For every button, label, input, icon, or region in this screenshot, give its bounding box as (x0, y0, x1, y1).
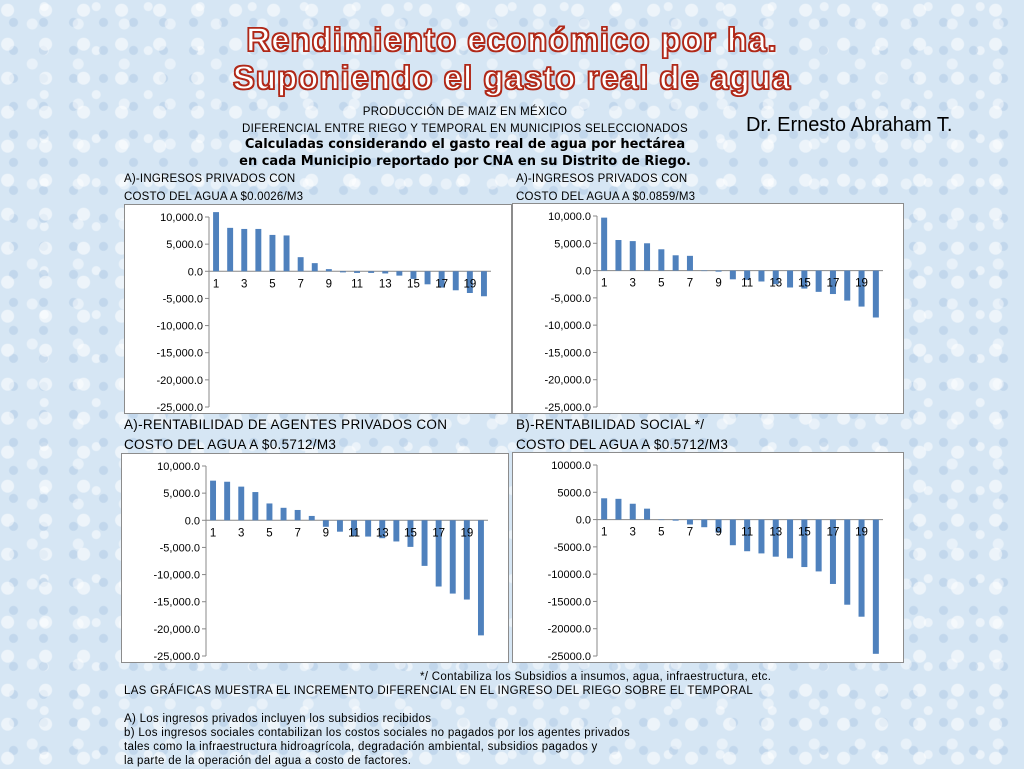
chart2-x-tick-label: 15 (797, 277, 811, 290)
chart2-bar-5 (658, 249, 664, 270)
chart4-svg (513, 453, 903, 662)
chart4-bar-12 (758, 520, 764, 554)
chart3-bar-14 (393, 520, 399, 541)
chart4-bar-20 (873, 520, 879, 654)
chart1-x-tick-label: 15 (407, 278, 420, 291)
chart3-bar-9 (323, 520, 329, 527)
chart2-bar-20 (873, 271, 879, 318)
chart3-x-tick-label: 11 (348, 527, 361, 540)
chart1-bar-9 (326, 269, 332, 271)
chart2 (512, 203, 904, 414)
chart2-y-tick-label: 10,000.0 (548, 211, 591, 223)
chart2-svg (513, 204, 903, 413)
chart4-bar-8 (701, 520, 707, 528)
chart1-x-tick-label: 1 (212, 278, 220, 291)
chart1-bar-10 (340, 271, 346, 272)
chart2-label-line2: COSTO DEL AGUA A $0.0859/M3 (516, 191, 696, 203)
chart3-x-tick-label: 13 (375, 527, 389, 540)
note-b1: b) Los ingresos sociales contabilizan los costos sociales no pagados por los agentes privados (124, 727, 631, 739)
chart1-y-tick-label: -15,000.0 (156, 347, 203, 360)
chart1-bar-5 (269, 235, 275, 271)
chart1-bar-6 (284, 235, 290, 271)
chart3-x-tick-label: 9 (322, 527, 330, 540)
chart1-bar-4 (255, 229, 261, 271)
chart4-bar-2 (615, 499, 621, 520)
chart1-x-tick-label: 9 (325, 278, 333, 291)
chart2-x-tick-label: 1 (600, 277, 608, 290)
chart3-x-tick-label: 17 (432, 527, 446, 540)
chart2-x-tick-label: 17 (826, 277, 840, 290)
chart3-bar-18 (450, 520, 456, 593)
note-b3: la parte de la operación del agua a costo de factores. (124, 755, 412, 767)
chart4-label-line1: B)-RENTABILIDAD SOCIAL */ (516, 417, 705, 432)
chart3-bar-12 (365, 520, 371, 536)
chart3-y-tick-label: 10,000.0 (157, 461, 200, 473)
chart1-svg (125, 205, 511, 413)
chart3-x-tick-label: 7 (294, 527, 301, 540)
chart4-bar-4 (644, 509, 650, 520)
chart2-x-tick-label: 13 (769, 277, 783, 290)
chart4-bar-1 (601, 498, 607, 519)
chart1-y-tick-label: 10,000.0 (160, 212, 203, 224)
chart2-y-tick-label: -15,000.0 (544, 347, 591, 360)
chart3-bar-5 (266, 503, 272, 520)
chart1-bar-12 (368, 271, 374, 273)
chart3-y-tick-label: -15,000.0 (153, 596, 200, 609)
chart4-bar-7 (687, 520, 693, 525)
chart4-bar-6 (673, 520, 679, 521)
chart1-bar-18 (453, 271, 459, 290)
chart4-y-tick-label: -25000.0 (547, 651, 591, 662)
chart3 (121, 453, 509, 663)
chart3-bar-20 (478, 520, 484, 635)
chart3-bar-10 (337, 520, 343, 531)
chart1-bar-3 (241, 229, 247, 271)
chart2-bar-16 (816, 271, 822, 292)
chart4-y-tick-label: 10000.0 (551, 460, 591, 472)
chart2-bar-9 (716, 271, 722, 272)
chart1-x-tick-label: 11 (351, 278, 364, 291)
chart1-bar-13 (382, 271, 388, 273)
chart2-bar-2 (615, 240, 621, 271)
header-line3: Calculadas considerando el gasto real de agua por hectárea (244, 137, 686, 152)
chart2-x-tick-label: 19 (855, 277, 868, 290)
chart1-x-tick-label: 5 (269, 278, 276, 291)
chart3-bar-4 (252, 492, 258, 520)
chart2-bar-18 (844, 271, 850, 301)
chart1-x-tick-label: 19 (463, 278, 477, 291)
chart3-y-tick-label: -25,000.0 (153, 651, 200, 662)
chart3-y-tick-label: -10,000.0 (153, 569, 200, 582)
chart1-x-tick-label: 13 (378, 278, 392, 291)
chart4-y-tick-label: 5000.0 (557, 487, 591, 500)
chart3-label-line1: A)-RENTABILIDAD DE AGENTES PRIVADOS CON (124, 417, 448, 432)
chart4-x-tick-label: 15 (797, 526, 811, 539)
chart3-bar-1 (210, 481, 216, 521)
chart2-x-tick-label: 7 (686, 277, 694, 290)
chart3-bar-7 (295, 510, 301, 520)
chart2-label-line1: A)-INGRESOS PRIVADOS CON (516, 173, 688, 185)
chart4-bar-14 (787, 520, 793, 559)
chart3-x-tick-label: 15 (404, 527, 417, 540)
chart4-x-tick-label: 11 (741, 526, 754, 539)
chart3-x-tick-label: 1 (209, 527, 217, 540)
chart1-x-tick-label: 3 (241, 278, 248, 291)
chart4-label (516, 416, 728, 454)
chart4-bar-10 (730, 520, 736, 546)
chart2-bar-7 (687, 256, 693, 271)
chart4-y-tick-label: 0.0 (575, 514, 591, 527)
chart1-label (124, 172, 303, 204)
chart1-y-tick-label: -25,000.0 (156, 402, 203, 413)
slide-title-line2: Suponiendo el gasto real de agua (232, 59, 792, 96)
note-b2: tales como la infraestructura hidroagrícola, degradación ambiental, subsidios pagados y (124, 741, 598, 753)
chart3-svg (122, 454, 508, 662)
chart4-x-tick-label: 9 (715, 526, 722, 539)
chart3-y-tick-label: 0.0 (184, 515, 200, 528)
chart2-bar-8 (701, 271, 707, 272)
chart4-y-tick-label: -5000.0 (553, 541, 591, 554)
chart2-y-tick-label: 0.0 (575, 265, 591, 278)
chart2-bar-12 (758, 271, 764, 282)
chart4-y-tick-label: -10000.0 (547, 569, 591, 582)
chart2-bar-4 (644, 243, 650, 270)
chart2-bar-3 (630, 241, 636, 270)
chart3-y-tick-label: 5,000.0 (163, 488, 200, 501)
chart1-bar-1 (213, 212, 219, 271)
chart2-y-tick-label: 5,000.0 (554, 238, 591, 251)
chart1-label-line2: COSTO DEL AGUA A $0.0026/M3 (124, 191, 304, 203)
chart3-y-tick-label: -20,000.0 (153, 623, 200, 636)
chart3-bar-8 (309, 516, 315, 520)
chart1-bar-8 (312, 263, 318, 271)
chart2-x-tick-label: 9 (715, 277, 722, 290)
header-line4: en cada Municipio reportado por CNA en su Distrito de Riego. (239, 154, 691, 169)
chart1-y-tick-label: -10,000.0 (156, 320, 203, 333)
chart4-bar-5 (658, 520, 664, 521)
chart1-x-tick-label: 17 (435, 278, 449, 291)
chart4-x-tick-label: 13 (769, 526, 783, 539)
chart1-y-tick-label: -5,000.0 (162, 293, 203, 306)
chart1 (124, 204, 512, 414)
summary-note: LAS GRÁFICAS MUESTRA EL INCREMENTO DIFERENCIAL EN EL INGRESO DEL RIEGO SOBRE EL TEMPORAL (124, 685, 754, 697)
chart1-label-line1: A)-INGRESOS PRIVADOS CON (124, 173, 296, 185)
chart4-bar-16 (816, 520, 822, 572)
chart4 (512, 452, 904, 663)
chart3-label (124, 416, 447, 454)
chart3-bar-2 (224, 482, 230, 521)
chart1-bar-20 (481, 271, 487, 296)
header-line1: PRODUCCIÓN DE MAIZ EN MÉXICO (362, 106, 568, 118)
chart3-label-line2: COSTO DEL AGUA A $0.5712/M3 (124, 437, 337, 452)
chart2-x-tick-label: 11 (741, 277, 754, 290)
chart4-x-tick-label: 19 (855, 526, 868, 539)
chart2-y-tick-label: -20,000.0 (544, 374, 591, 387)
chart4-y-tick-label: -20000.0 (547, 623, 591, 636)
chart2-x-tick-label: 3 (629, 277, 636, 290)
chart2-y-tick-label: -10,000.0 (544, 320, 591, 333)
chart1-y-tick-label: 5,000.0 (166, 239, 203, 252)
chart2-y-tick-label: -25,000.0 (544, 402, 591, 413)
chart1-bar-11 (354, 271, 360, 273)
chart2-bar-14 (787, 271, 793, 288)
chart4-label-line2: COSTO DEL AGUA A $0.5712/M3 (516, 437, 729, 452)
chart3-bar-6 (281, 508, 287, 520)
chart3-bar-3 (238, 487, 244, 521)
chart1-x-tick-label: 7 (297, 278, 304, 291)
chart1-bar-2 (227, 228, 233, 271)
chart4-x-tick-label: 1 (600, 526, 608, 539)
footnote: */ Contabiliza los Subsidios a insumos, agua, infraestructura, etc. (420, 671, 772, 683)
chart1-bar-14 (396, 271, 402, 275)
chart4-x-tick-label: 5 (658, 526, 665, 539)
chart2-bar-10 (730, 271, 736, 280)
chart3-x-tick-label: 19 (460, 527, 474, 540)
chart2-bar-6 (673, 255, 679, 270)
chart2-label (516, 172, 695, 204)
chart1-y-tick-label: -20,000.0 (156, 374, 203, 387)
chart4-bar-18 (844, 520, 850, 605)
chart4-bar-3 (630, 504, 636, 520)
chart2-y-tick-label: -5,000.0 (550, 292, 591, 305)
chart4-y-tick-label: -15000.0 (547, 596, 591, 609)
chart1-bar-7 (298, 257, 304, 271)
header-line2: DIFERENCIAL ENTRE RIEGO Y TEMPORAL EN MUNICIPIOS SELECCIONADOS (242, 123, 688, 135)
note-a: A) Los ingresos privados incluyen los subsidios recibidos (124, 713, 432, 725)
chart1-y-tick-label: 0.0 (187, 266, 203, 279)
chart3-y-tick-label: -5,000.0 (159, 542, 200, 555)
chart4-x-tick-label: 3 (629, 526, 636, 539)
chart1-bar-16 (425, 271, 431, 284)
slide-title-line1: Rendimiento económico por ha. (246, 21, 778, 58)
chart3-bar-16 (422, 520, 428, 566)
chart3-x-tick-label: 3 (238, 527, 245, 540)
chart4-x-tick-label: 17 (826, 526, 840, 539)
chart2-x-tick-label: 5 (658, 277, 665, 290)
chart3-x-tick-label: 5 (266, 527, 273, 540)
chart2-bar-1 (601, 218, 607, 271)
chart4-x-tick-label: 7 (686, 526, 694, 539)
author: Dr. Ernesto Abraham T. (746, 114, 953, 136)
